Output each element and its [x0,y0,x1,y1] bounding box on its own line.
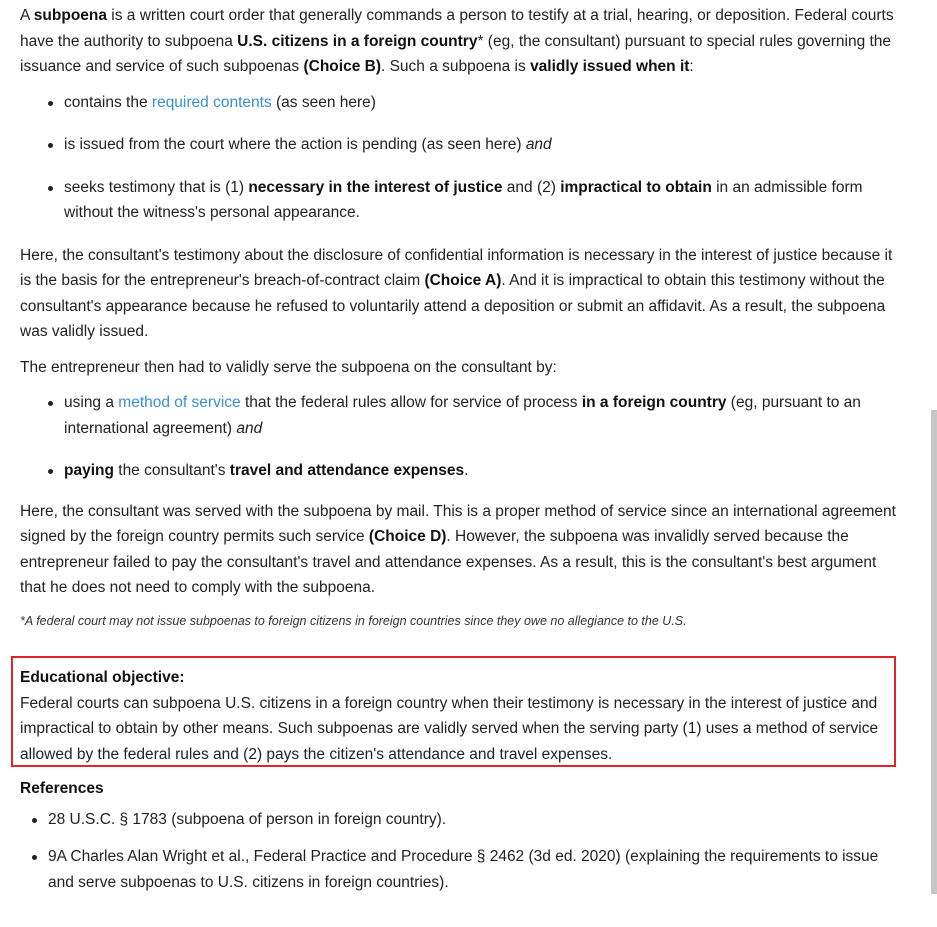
references-title: References [20,780,104,797]
method-of-service-link[interactable]: method of service [118,394,241,411]
educational-objective-text: Federal courts can subpoena U.S. citizens in a foreign country when their testimony is necessary in the interest of justice and impractical to obtain by other means. Such subpoenas are validly served when the serving party (1) uses a method of service allowed by the federal rules and (2) pays the citizen's attendance and travel expenses. [20,694,879,763]
explanation-body [20,3,905,639]
list-item: is issued from the court where the action is pending (as seen here) and [64,132,905,158]
footnote: *A federal court may not issue subpoenas to foreign citizens in foreign countries since they owe no allegiance to the U.S. [20,613,687,628]
references-list [20,807,905,896]
list-item: paying the consultant's travel and attendance expenses. [64,458,905,484]
conclusion-paragraph: Here, the consultant was served with the subpoena by mail. This is a proper method of service since an international agreement signed by the foreign country permits such service (Choice D). However, the subpoena was invalidly served because the entrepreneur failed to pay the consultant's travel and attendance expenses. As a result, this is the consultant's best argument that he does not need to comply with the subpoena. [20,502,896,596]
intro-paragraph: A subpoena is a written court order that generally commands a person to testify at a trial, hearing, or deposition. Federal courts have the authority to subpoena U.S. citizens in a foreign country* (eg, the consultant) pursuant to special rules governing the issuance and service of such subpoenas (Choice B). Such a subpoena is validly issued when it: [20,7,894,75]
required-contents-link[interactable]: required contents [151,93,272,111]
list-item: contains the required contents (as seen here) [64,90,905,116]
reference-item: 9A Charles Alan Wright et al., Federal Practice and Procedure § 2462 (3d ed. 2020) (explaining the requirements to issue and serve subpoenas to U.S. citizens in foreign countries). [48,844,905,895]
reference-item: 28 U.S.C. § 1783 (subpoena of person in foreign country). [48,807,905,833]
service-intro-paragraph: The entrepreneur then had to validly serve the subpoena on the consultant by: [20,358,557,376]
educational-objective-title: Educational objective: [20,669,185,686]
references-section [20,776,905,907]
service-requirements-list [20,390,905,484]
analysis-paragraph: Here, the consultant's testimony about the disclosure of confidential information is necessary in the interest of justice because it is the basis for the entrepreneur's breach-of-contract claim (Choice A). And it is impractical to obtain this testimony without the consultant's appearance because he refused to voluntarily attend a deposition or submit an affidavit. As a result, the subpoena was validly issued. [20,246,893,340]
issuance-requirements-list [20,90,905,226]
list-item: using a method of service that the federal rules allow for service of process in a foreign country (eg, pursuant to an international agreement) and [64,390,905,441]
educational-objective-box [11,656,896,767]
scrollbar-thumb[interactable] [931,410,937,894]
list-item: seeks testimony that is (1) necessary in the interest of justice and (2) impractical to obtain in an admissible form without the witness's personal appearance. [64,175,905,226]
